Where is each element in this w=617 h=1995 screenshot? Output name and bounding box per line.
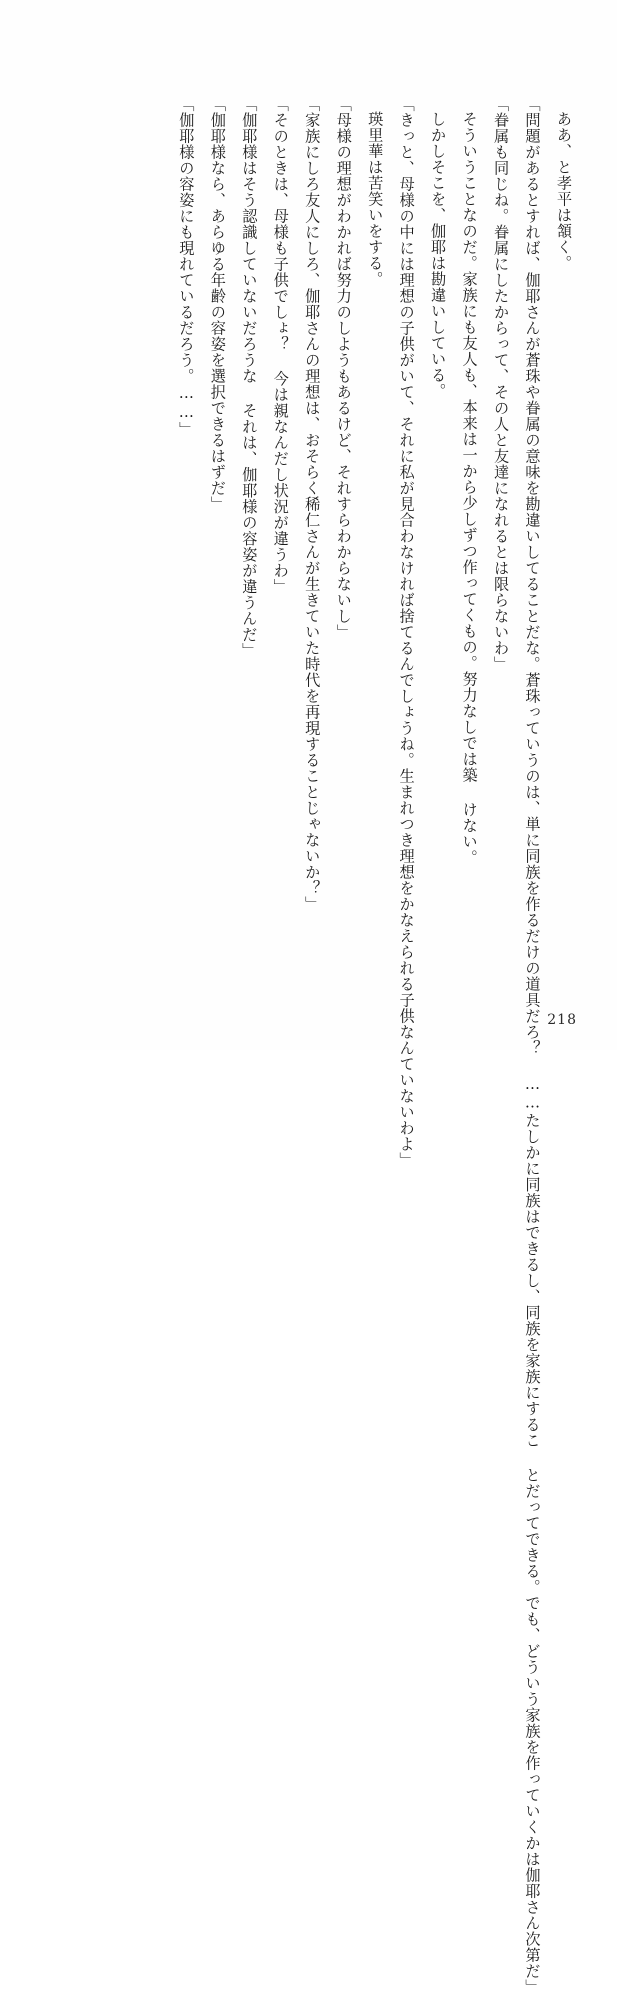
paragraph: 「問題があるとすれば、伽耶さんが蒼珠や眷属の意味を勘違いしてることだな。蒼珠っていうのは、単に同族を作るだけの道具だろ？ ……たしかに同族はできるし、同族を家族にするこ とだってできる。でも、どういう家族を作っていくかは伽耶さん次第だ」: [523, 96, 542, 1995]
paragraph: 「そのときは、母様も子供でしょ？ 今は親なんだし状況が違うわ」: [271, 96, 290, 595]
page-number: 218: [547, 1012, 577, 1028]
paragraph: 「母様の理想がわかれば努力のしようもあるけど、それすらわからないし」: [334, 96, 353, 640]
paragraph: 「伽耶様はそう認識していないだろうな それは、伽耶様の容姿が違うんだ」: [240, 96, 259, 659]
paragraph: 「伽耶様なら、あらゆる年齢の容姿を選択できるはずだ」: [208, 96, 227, 512]
paragraph: 瑛里華は苦笑いをする。: [366, 111, 385, 288]
paragraph: しかしそこを、伽耶は勘違いしている。: [429, 111, 448, 400]
paragraph: 「眷属も同じね。眷属にしたからって、その人と友達になれるとは限らないわ」: [492, 96, 511, 672]
paragraph: 「家族にしろ友人にしろ、伽耶さんの理想は、おそらく稀仁さんが生きていた時代を再現することじゃないか？」: [303, 96, 322, 912]
paragraph: 「伽耶様の容姿にも現れているだろう。……」: [177, 96, 196, 438]
paragraph: そういうことなのだ。家族にも友人も、本来は一から少しずつ作ってくもの。努力なしでは築 けない。: [460, 111, 479, 866]
paragraph: 「きっと、母様の中には理想の子供がいて、それに私が見合わなければ捨てるんでしょうね。生まれつき理想をかなえられる子供なんていないわよ」: [397, 96, 416, 1168]
paragraph: ああ、と孝平は頷く。: [555, 111, 573, 272]
